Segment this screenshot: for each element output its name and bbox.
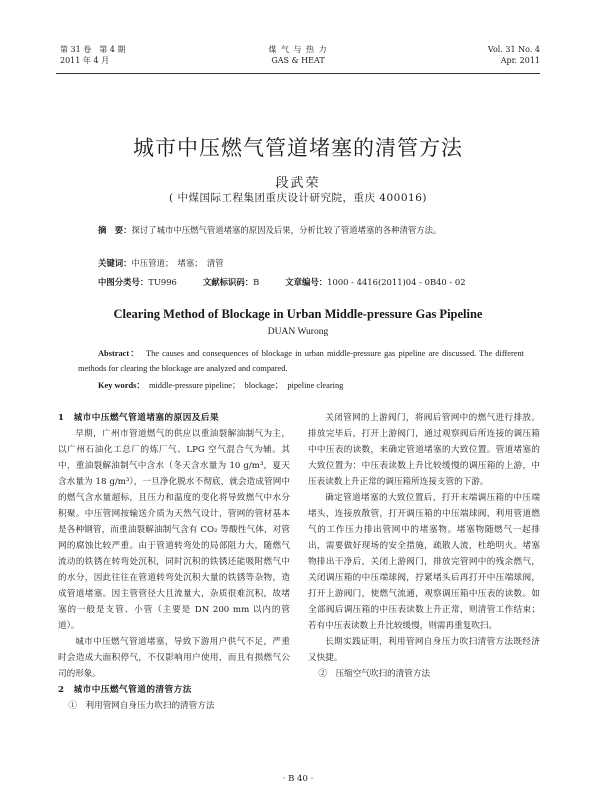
body-paragraph: 确定管道堵塞的大致位置后，打开末端调压箱的中压端堵头，连接放散管，打开调压箱的中压端球阀，利用管道燃气的工作压力排出管网中的堵塞物。堵塞物随燃气一起排出，需要做好现场的安全措施，疏散人流，杜绝明火。堵塞物排出干净后，关闭上游阀门，排放完管网中的残余燃气，关闭调压箱的中压端球阀，拧紧堵头后再打开中压端球阀，打开上游阀门，使燃气流通，观察调压箱中压表的读数。如全部阀后调压箱的中压表读数上升正常，则清管工作结束；若有中压表读数上升比较缓慢，则需再重复吹扫。 — [308, 493, 540, 631]
journal-name-en: GAS & HEAT — [271, 56, 325, 65]
keywords-en-text: middle-pressure pipeline； blockage； pipeline clearing — [148, 381, 344, 390]
journal-volume-issue — [60, 44, 180, 66]
clc-label: 中图分类号： — [98, 277, 149, 287]
date-cn: 2011 年 4 月 — [60, 56, 110, 65]
doc-code-value: B — [253, 277, 260, 287]
paper-title-en: Clearing Method of Blockage in Urban Middle-pressure Gas Pipeline — [113, 307, 483, 321]
method-item-2: ② 压缩空气吹扫的清管方法 — [318, 669, 431, 679]
paper-title-cn: 城市中压燃气管道堵塞的清管方法 — [133, 136, 463, 160]
volume-issue-en: Vol. 31 No. 4 — [487, 45, 540, 54]
method-item-1: ① 利用管网自身压力吹扫的清管方法 — [68, 701, 215, 711]
affiliation-cn: ( 中煤国际工程集团重庆设计研究院，重庆 400016) — [169, 192, 427, 204]
classification-line — [98, 274, 528, 290]
keywords-cn-label: 关键词： — [98, 258, 132, 268]
page-number: · B 40 · — [282, 774, 314, 784]
clc-value: TU996 — [148, 277, 177, 287]
body-paragraph: 长期实践证明，利用管网自身压力吹扫清管方法既经济又快捷。 — [308, 637, 540, 663]
abstract-en-text: The causes and consequences of blockage in urban middle-pressure gas pipeline are discussed. The different methods for clearing the blockage are analyzed and compared. — [78, 349, 524, 373]
author-en: DUAN Wurong — [267, 327, 329, 337]
body-column-left — [58, 410, 290, 714]
section-2-heading: 2 城市中压燃气管道的清管方法 — [58, 685, 192, 695]
keywords-en — [98, 378, 528, 393]
abstract-en — [78, 346, 524, 376]
journal-volume-en — [420, 44, 540, 66]
keywords-en-label: Key words： — [98, 381, 145, 390]
body-column-right — [308, 410, 540, 682]
article-number-label: 文章编号： — [285, 277, 328, 287]
abstract-en-label: Abstract： — [98, 349, 140, 358]
body-paragraph: 城市中压燃气管道堵塞，导致下游用户供气不足，严重时会造成大面积停气，不仅影响用户使用，而且有损燃气公司的形象。 — [58, 637, 290, 679]
author-cn: 段武荣 — [275, 176, 321, 191]
section-1-heading: 1 城市中压燃气管道堵塞的原因及后果 — [58, 413, 220, 423]
volume-issue-cn: 第 31 卷 第 4 期 — [60, 45, 126, 54]
abstract-cn-label: 摘 要： — [98, 225, 132, 235]
body-paragraph: 关闭管网的上游阀门，将阀后管网中的燃气进行排放。排放完毕后，打开上游阀门，通过观察阀后所连接的调压箱中中压表的读数，来确定管道堵塞的大致位置。管道堵塞的大致位置为：中压表读数上升比较缓慢的调压箱的上游，中压表读数上升正常的调压箱所连接支管的下游。 — [308, 413, 540, 487]
body-paragraph: 早期，广州市管道燃气的供应以重油裂解油制气为主，以广州石油化工总厂的炼厂气、LPG 空气混合气为辅。其中，重油裂解油制气中含水（冬天含水量为 10 g/m³，夏天含水量为 18 g/m³），一旦净化脱水不彻底，就会造成管网中的燃气含水量超标，且压力和温度的变化将导致燃气中水分积聚。中压管网按输送介质为天然气设计，管网的管材基本是各种钢管，而重油裂解油制气含有 CO₂ 等酸性气体，对管网的腐蚀比较严重。由于管道转弯处的局部阻力大，随燃气流动的铁锈在转弯处沉积，同时沉积的铁锈还能吸附燃气中的水分，因此往往在管道转弯处沉积大量的铁锈等杂物，造成管道堵塞。因主管管径大且流量大，杂质很难沉积，故堵塞的一般是支管、小管（主要是 DN 200 mm 以内的管道）。 — [58, 429, 290, 631]
header-divider — [56, 73, 540, 74]
article-number-value: 1000 - 4416(2011)04 - 0B40 - 02 — [327, 277, 466, 287]
keywords-cn-text: 中压管道； 堵塞； 清管 — [131, 258, 224, 268]
journal-name-cn: 煤 气 与 热 力 — [268, 45, 328, 54]
keywords-cn — [98, 255, 528, 271]
abstract-cn — [78, 222, 524, 238]
journal-name — [220, 44, 376, 66]
date-en: Apr. 2011 — [500, 56, 540, 65]
abstract-cn-text: 探讨了城市中压燃气管道堵塞的原因及后果，分析比较了管道堵塞的各种清管方法。 — [131, 225, 442, 235]
doc-code-label: 文献标识码： — [202, 277, 254, 287]
